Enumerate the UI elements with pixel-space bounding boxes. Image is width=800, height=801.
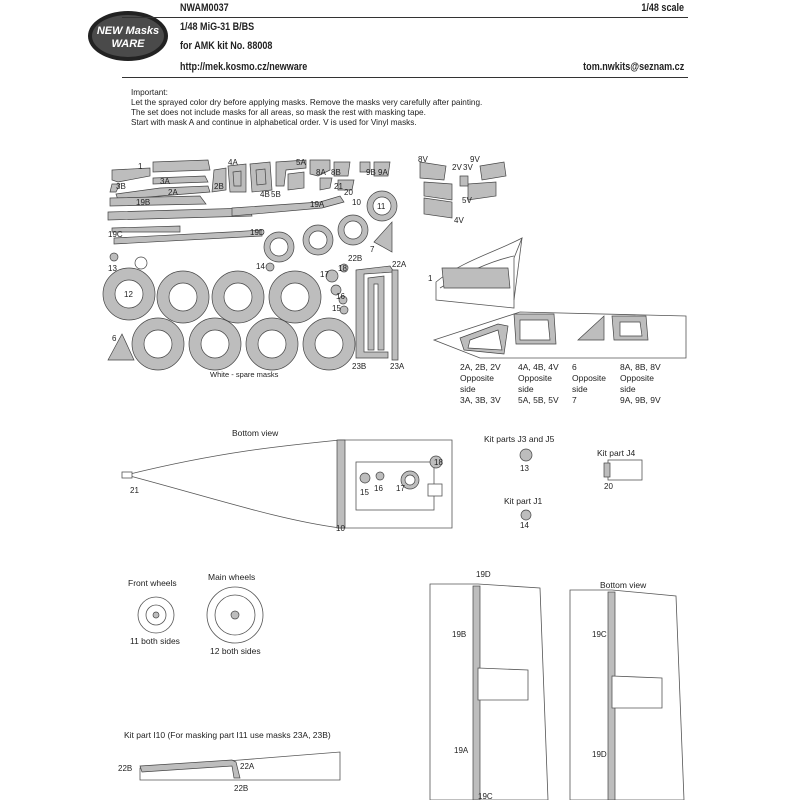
canopy-group-top: 2A, 2B, 2V: [460, 362, 501, 372]
i10-label-22b-bottom: 22B: [234, 784, 249, 793]
label-23a: 23A: [390, 362, 405, 371]
fin-label-19b: 19B: [452, 630, 467, 639]
label-8a: 8A: [316, 168, 326, 177]
label-10: 10: [352, 198, 361, 207]
canopy-label-1: 1: [428, 274, 433, 283]
label-15: 15: [332, 304, 341, 313]
label-4b: 4B: [260, 190, 270, 199]
product-code: NWAM0037: [180, 2, 229, 14]
product-title: 1/48 MiG-31 B/BS: [180, 21, 255, 33]
label-3a: 3A: [160, 177, 170, 186]
label-8v: 8V: [418, 155, 428, 164]
important-line: Start with mask A and continue in alphabetical order. V is used for Vinyl masks.: [131, 118, 417, 127]
fin-label-19d: 19D: [476, 570, 491, 579]
front-wheels-caption: 11 both sides: [130, 636, 180, 646]
kit-parts-13: 13: [520, 464, 529, 473]
kit-part-j1-title: Kit part J1: [504, 496, 543, 506]
u-strip-masks: [356, 266, 398, 360]
svg-text:WARE: WARE: [111, 38, 145, 50]
canopy-group-mid: Opposite side: [518, 373, 553, 394]
canopy-group-top: 8A, 8B, 8V: [620, 362, 661, 372]
label-3b: 3B: [116, 182, 126, 191]
canopy-group-mid: Opposite side: [572, 373, 607, 394]
main-wheels-title: Main wheels: [208, 572, 256, 582]
canopy-group-top: 4A, 4B, 4V: [518, 362, 559, 372]
important-line: The set does not include masks for all areas, so mask the rest with masking tape.: [131, 108, 426, 117]
label-14: 14: [256, 262, 265, 271]
label-22a: 22A: [392, 260, 407, 269]
kit-reference: for AMK kit No. 88008: [180, 40, 273, 52]
important-heading: Important:: [131, 88, 168, 97]
label-7: 7: [370, 245, 375, 254]
scale-label: 1/48 scale: [641, 2, 684, 14]
label-21: 21: [334, 182, 343, 191]
main-wheels-caption: 12 both sides: [210, 646, 261, 656]
canopy-side-view: [436, 238, 522, 308]
fin-drawings: [430, 584, 684, 800]
label-12: 12: [124, 290, 133, 299]
label-19a: 19A: [310, 200, 325, 209]
label-2a: 2A: [168, 188, 178, 197]
kit-part-drawings: [520, 449, 642, 520]
canopy-group-2: [518, 362, 568, 406]
wheel-ring-masks: [103, 268, 355, 370]
kit-part-20: 20: [604, 482, 613, 491]
i10-label-22b-left: 22B: [118, 764, 133, 773]
front-wheels-title: Front wheels: [128, 578, 177, 588]
important-line: Let the sprayed color dry before applying masks. Remove the masks very carefully after painting.: [131, 98, 483, 107]
label-4a: 4A: [228, 158, 238, 167]
fin-label-19c: 19C: [478, 792, 493, 801]
label-19c: 19C: [108, 230, 123, 239]
label-9b: 9B: [366, 168, 376, 177]
bottom-label-10: 10: [336, 524, 345, 533]
canopy-group-4: [620, 362, 670, 406]
fin-right-label-19c: 19C: [592, 630, 607, 639]
label-2b: 2B: [214, 182, 224, 191]
wheel-drawings: [138, 587, 263, 643]
website-link[interactable]: http://mek.kosmo.cz/newware: [180, 61, 308, 73]
canopy-group-mid: Opposite side: [620, 373, 655, 394]
canopy-profile: [434, 312, 686, 358]
bottom-label-18: 18: [434, 458, 443, 467]
label-9v: 9V: [470, 155, 480, 164]
label-19b: 19B: [136, 198, 151, 207]
email-link[interactable]: tom.nwkits@seznam.cz: [582, 61, 684, 73]
label-4v: 4V: [454, 216, 464, 225]
bottom-label-16: 16: [374, 484, 383, 493]
kit-part-14: 14: [520, 521, 529, 530]
svg-text:NEW Masks: NEW Masks: [96, 25, 160, 37]
label-13: 13: [108, 264, 117, 273]
kit-parts-j3-j5-title: Kit parts J3 and J5: [484, 434, 555, 444]
label-23b: 23B: [352, 362, 367, 371]
label-19d: 19D: [250, 228, 265, 237]
i10-label-22a: 22A: [240, 762, 255, 771]
canopy-group-mid: Opposite side: [460, 373, 495, 394]
canopy-group-top: 6: [572, 362, 577, 372]
label-3v: 3V: [463, 163, 473, 172]
label-9a: 9A: [378, 168, 388, 177]
label-11: 11: [377, 202, 386, 211]
label-17: 17: [320, 270, 329, 279]
fin-label-19a: 19A: [454, 746, 469, 755]
label-6: 6: [112, 334, 117, 343]
fins-bottom-view-title: Bottom view: [600, 580, 647, 590]
label-5a: 5A: [296, 158, 306, 167]
canopy-group-1: [460, 362, 510, 406]
i10-caption: Kit part I10 (For masking part I11 use masks 23A, 23B): [124, 730, 331, 740]
bottom-label-15: 15: [360, 488, 369, 497]
label-20: 20: [344, 188, 353, 197]
bottom-label-17: 17: [396, 484, 405, 493]
spare-masks-caption: White - spare masks: [210, 370, 279, 379]
bottom-label-21: 21: [130, 486, 139, 495]
label-16: 16: [336, 292, 345, 301]
canopy-group-bottom: 7: [572, 395, 577, 405]
canopy-group-3: [572, 362, 622, 406]
fin-right-label-19d: 19D: [592, 750, 607, 759]
label-5b: 5B: [271, 190, 281, 199]
label-2v: 2V: [452, 163, 462, 172]
label-22b: 22B: [348, 254, 363, 263]
canopy-group-bottom: 3A, 3B, 3V: [460, 395, 501, 405]
canopy-group-bottom: 9A, 9B, 9V: [620, 395, 661, 405]
label-1: 1: [138, 162, 143, 171]
label-18: 18: [338, 264, 347, 273]
kit-part-j4-title: Kit part J4: [597, 448, 636, 458]
label-5v: 5V: [462, 196, 472, 205]
bottom-view-title: Bottom view: [232, 428, 279, 438]
label-8b: 8B: [331, 168, 341, 177]
canopy-group-bottom: 5A, 5B, 5V: [518, 395, 559, 405]
